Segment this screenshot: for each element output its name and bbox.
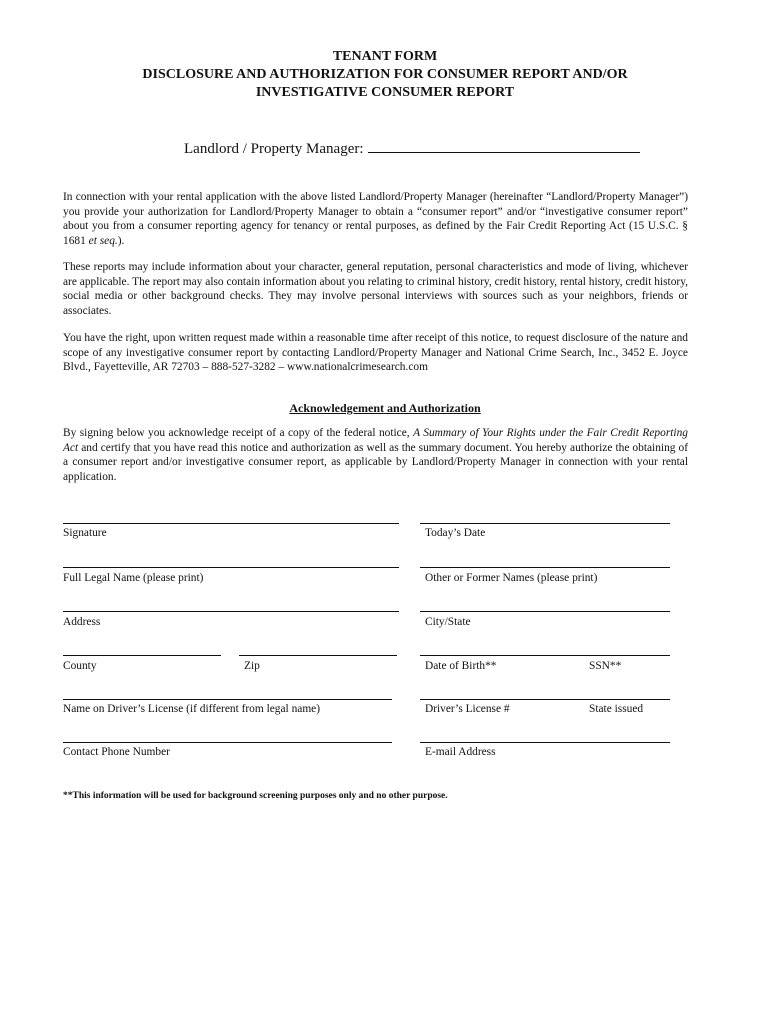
name-on-license-label: Name on Driver’s License (if different from legal name) <box>63 703 321 715</box>
other-names-line[interactable] <box>420 567 670 568</box>
paragraph-rights: You have the right, upon written request made within a reasonable time after receipt of this notice, to request disclosure of the nature and scope of any investigative consumer report by contacting Landlord/Property Manager and National Crime Search, Inc., 3452 E. Joyce Blvd., Fayetteville, AR 72703 – 888-527-3282 – www.nationalcrimesearch.com <box>63 332 688 374</box>
full-legal-name-line[interactable] <box>63 567 399 568</box>
dob-ssn-line[interactable] <box>420 655 670 656</box>
title-line-1: TENANT FORM <box>332 49 438 64</box>
email-label: E-mail Address <box>425 746 496 758</box>
email-line[interactable] <box>420 742 670 743</box>
other-names-label: Other or Former Names (please print) <box>425 572 598 584</box>
title-line-3: INVESTIGATIVE CONSUMER REPORT <box>255 85 515 100</box>
title-line-2: DISCLOSURE AND AUTHORIZATION FOR CONSUMER REPORT AND/OR <box>142 67 628 82</box>
landlord-field <box>184 138 640 158</box>
landlord-input-line[interactable] <box>368 138 640 153</box>
paragraph-acknowledgement: By signing below you acknowledge receipt of a copy of the federal notice, A Summary of Your Rights under the Fair Credit Reporting Act and certify that you have read this notice and authorization as well as the summary document. You hereby authorize the obtaining of a consumer report and/or investigative consumer report, as applicable by Landlord/Property Manager in connection with your rental application. <box>63 427 688 483</box>
paragraph-report-contents: These reports may include information about your character, general reputation, personal characteristics and mode of living, whichever are applicable. The report may also contain information about you relating to criminal history, credit history, rental history, credit history, social media or other background checks. They may involve personal interviews with sources such as your neighbors, friends or associates. <box>63 261 688 317</box>
phone-line[interactable] <box>63 742 392 743</box>
signature-label: Signature <box>63 527 107 539</box>
full-legal-name-label: Full Legal Name (please print) <box>63 572 204 584</box>
todays-date-line[interactable] <box>420 523 670 524</box>
license-number-label: Driver’s License # <box>425 703 510 715</box>
landlord-label: Landlord / Property Manager: <box>184 141 364 157</box>
signature-line[interactable] <box>63 523 399 524</box>
todays-date-label: Today’s Date <box>425 527 486 539</box>
phone-label: Contact Phone Number <box>63 746 170 758</box>
zip-line[interactable] <box>239 655 397 656</box>
footnote: **This information will be used for background screening purposes only and no other purpose. <box>63 791 448 801</box>
name-on-license-line[interactable] <box>63 699 392 700</box>
city-state-label: City/State <box>425 616 471 628</box>
county-line[interactable] <box>63 655 221 656</box>
zip-label: Zip <box>244 660 260 672</box>
address-label: Address <box>63 616 101 628</box>
ssn-label: SSN** <box>589 660 622 672</box>
state-issued-label: State issued <box>589 703 644 715</box>
ack-heading: Acknowledgement and Authorization <box>289 401 481 415</box>
county-label: County <box>63 660 97 672</box>
paragraph-authorization: In connection with your rental application with the above listed Landlord/Property Manager (hereinafter “Landlord/Property Manager”) you provide your authorization for Landlord/Property Manager to obtain a “consumer report” and/or “investigative consumer report” about you from a consumer reporting agency for tenancy or rental purposes, as defined by the Fair Credit Reporting Act (15 U.S.C. § 1681 et seq.). <box>63 191 688 247</box>
city-state-line[interactable] <box>420 611 670 612</box>
license-number-line[interactable] <box>420 699 670 700</box>
dob-label: Date of Birth** <box>425 660 497 672</box>
address-line[interactable] <box>63 611 399 612</box>
